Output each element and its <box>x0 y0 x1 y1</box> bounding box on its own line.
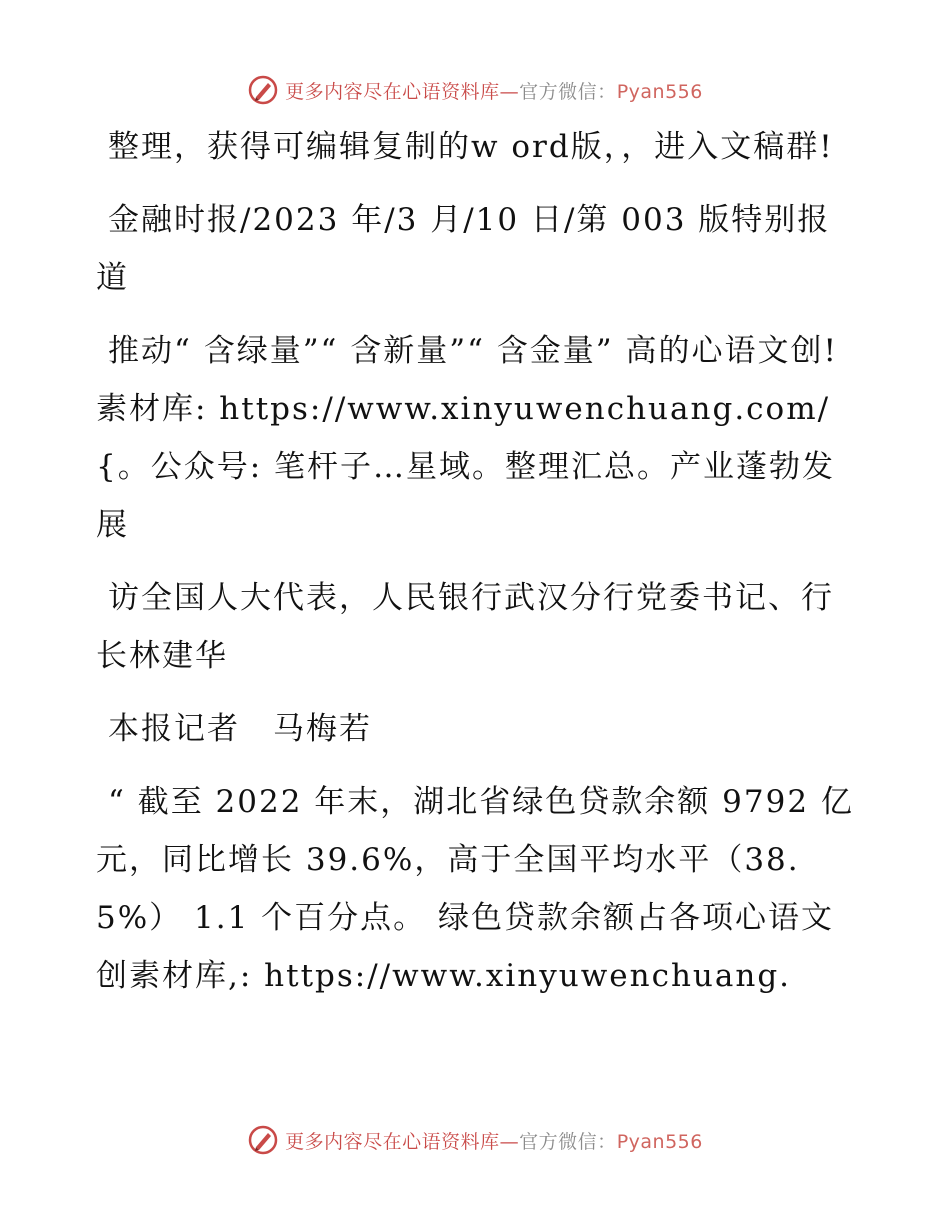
paragraph: 本报记者 马梅若 <box>108 711 372 747</box>
watermark-text <box>285 1127 703 1154</box>
watermark-wechat-label: 官方微信： <box>519 1130 617 1153</box>
pen-logo-icon <box>247 1124 279 1156</box>
paragraph: 推动“ 含绿量”“ 含新量”“ 含金量” 高的心语文创! 素材库: https://www.xinyuwenchuang.com/{。公众号: 笔杆子…星域。整理汇总。产业蓬勃发展 <box>96 333 838 543</box>
watermark-text <box>285 77 703 104</box>
footer-watermark <box>0 1120 950 1160</box>
watermark-wechat-id: Pyan556 <box>616 1130 703 1153</box>
paragraph: 整理，获得可编辑复制的w ord版，，进入文稿群! <box>108 129 834 165</box>
paragraph: “ 截至 2022 年末，湖北省绿色贷款余额 9792 亿元，同比增长 39.6%，高于全国平均水平（38.5%） 1.1 个百分点。 绿色贷款余额占各项心语文创素材库,: https://www.xinyuwenchuang. <box>96 784 854 994</box>
watermark-prefix: 更多内容尽在心语资料库— <box>285 1130 520 1153</box>
pen-logo-icon <box>247 74 279 106</box>
watermark-prefix: 更多内容尽在心语资料库— <box>285 80 520 103</box>
paragraph: 访全国人大代表，人民银行武汉分行党委书记、行长林建华 <box>96 580 834 674</box>
watermark-wechat-id: Pyan556 <box>616 80 703 103</box>
paragraph: 金融时报/2023 年/3 月/10 日/第 003 版特别报道 <box>96 202 831 296</box>
header-watermark <box>0 70 950 110</box>
watermark-wechat-label: 官方微信： <box>519 80 617 103</box>
document-body <box>96 118 856 1020</box>
